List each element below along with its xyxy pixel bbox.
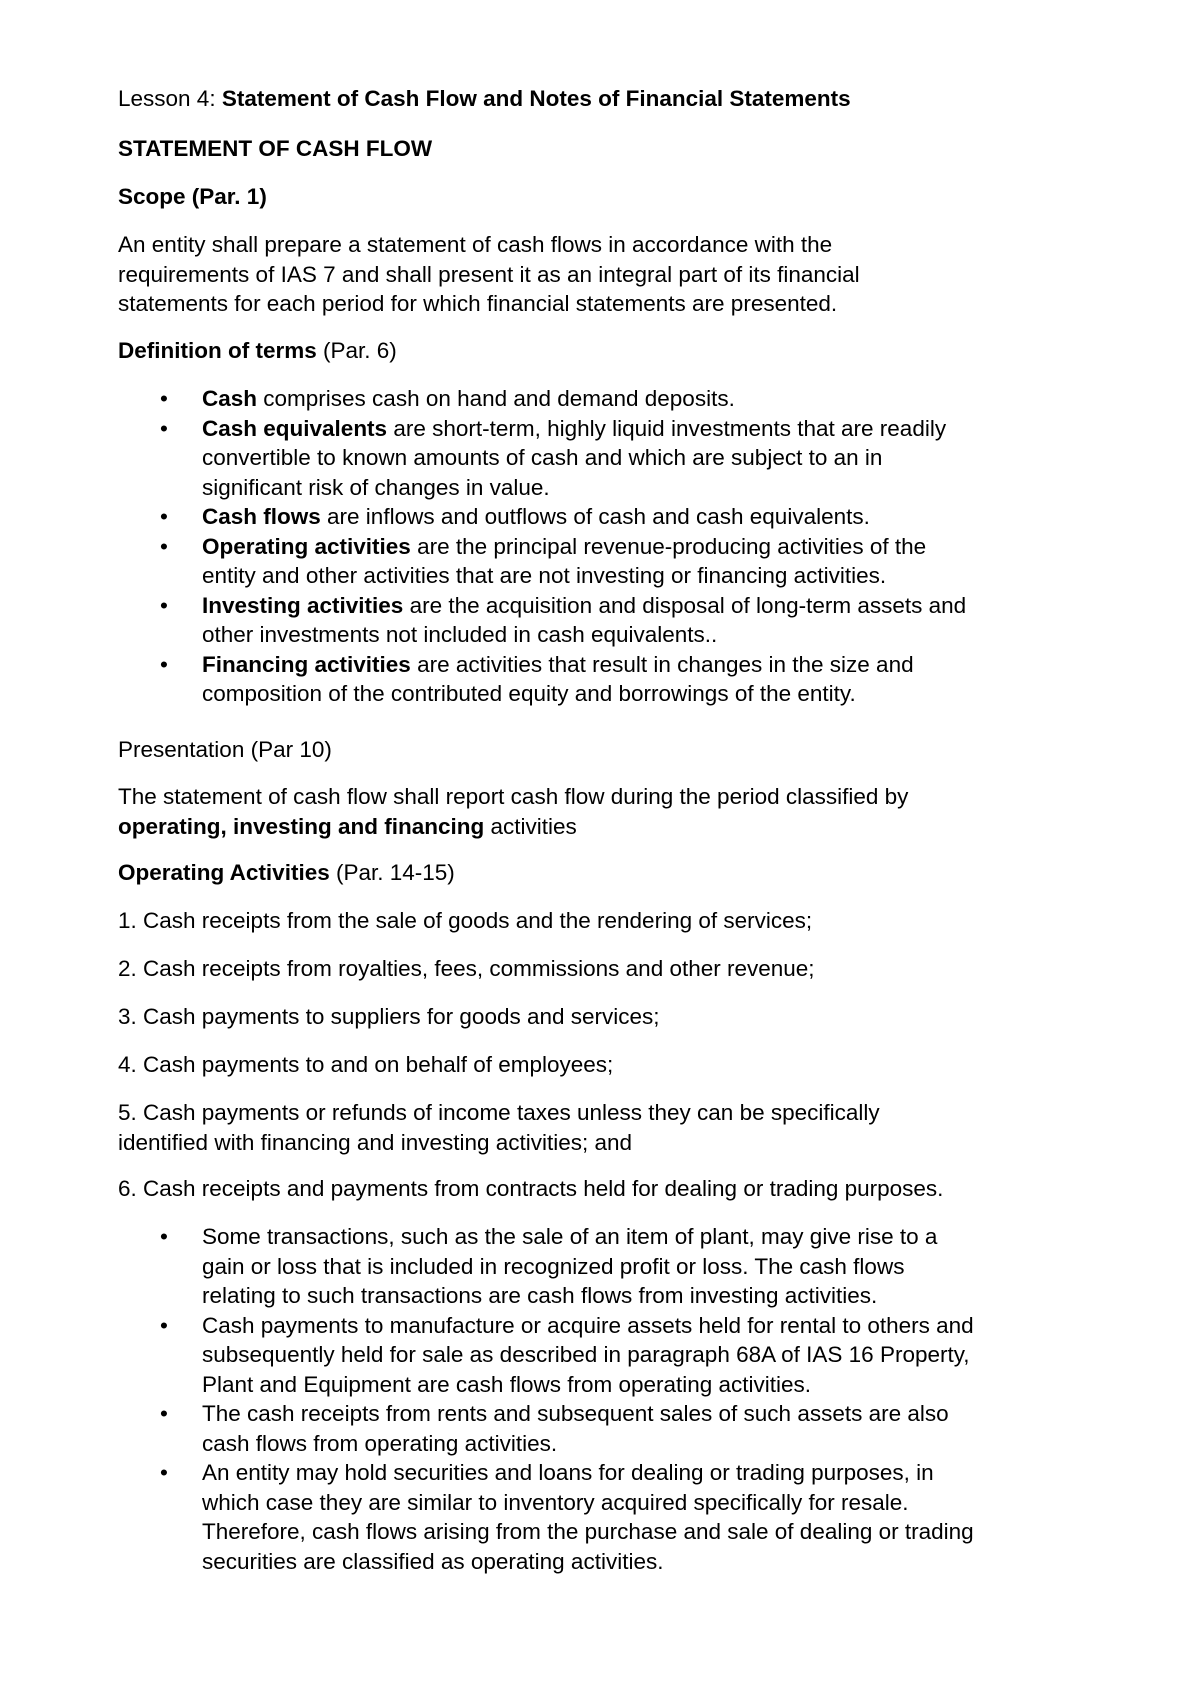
list-item: • Cash equivalents are short-term, highly liquid investments that are readily convertible to known amounts of cash and which are subject to an in significant risk of changes in value. — [160, 415, 947, 500]
list-item: • Cash payments to manufacture or acquire assets held for rental to others and subsequently held for sale as described in paragraph 68A of IAS 16 Property, Plant and Equipment are cash flows from operating activities. — [160, 1312, 974, 1397]
presentation-heading: Presentation (Par 10) — [118, 737, 332, 762]
notes-list — [118, 1222, 1098, 1576]
list-item: • Cash flows are inflows and outflows of cash and cash equivalents. — [160, 504, 870, 529]
operating-item-1: 1. Cash receipts from the sale of goods and the rendering of services; — [118, 908, 813, 933]
operating-item-3: 3. Cash payments to suppliers for goods and services; — [118, 1004, 660, 1029]
operating-item-6: 6. Cash receipts and payments from contracts held for dealing or trading purposes. — [118, 1176, 944, 1201]
lesson-title-text: Statement of Cash Flow and Notes of Financial Statements — [221, 86, 851, 111]
list-item: • Investing activities are the acquisition and disposal of long-term assets and other investments not included in cash equivalents.. — [160, 592, 967, 647]
list-item: • Some transactions, such as the sale of an item of plant, may give rise to a gain or loss that is included in recognized profit or loss. The cash flows relating to such transactions are cash flows from investing activities. — [160, 1224, 938, 1308]
list-item: • The cash receipts from rents and subsequent sales of such assets are also cash flows from operating activities. — [160, 1401, 949, 1456]
operating-item-5: 5. Cash payments or refunds of income taxes unless they can be specifically identified with financing and investing activities; and — [118, 1100, 880, 1155]
presentation-paragraph: The statement of cash flow shall report cash flow during the period classified by operating, investing and financing activities — [118, 784, 909, 839]
lesson-title — [118, 84, 1098, 114]
list-item: • Cash comprises cash on hand and demand deposits. — [160, 386, 735, 411]
list-item: • An entity may hold securities and loans for dealing or trading purposes, in which case they are similar to inventory acquired specifically for resale. Therefore, cash flows arising from the purchase and sale of dealing or trading securities are classified as operating activities. — [160, 1460, 974, 1574]
definition-heading: Definition of terms (Par. 6) — [118, 338, 397, 363]
scope-heading: Scope (Par. 1) — [118, 184, 267, 209]
list-item: • Operating activities are the principal revenue-producing activities of the entity and other activities that are not investing or financing activities. — [160, 533, 927, 588]
operating-item-4: 4. Cash payments to and on behalf of employees; — [118, 1052, 614, 1077]
lesson-prefix: Lesson 4: — [118, 86, 222, 111]
definitions-list — [118, 384, 1098, 709]
operating-item-2: 2. Cash receipts from royalties, fees, commissions and other revenue; — [118, 956, 815, 981]
scope-paragraph: An entity shall prepare a statement of cash flows in accordance with the requirements of IAS 7 and shall present it as an integral part of its financial statements for each period for which financial statements are presented. — [118, 232, 860, 316]
list-item: • Financing activities are activities that result in changes in the size and composition of the contributed equity and borrowings of the entity. — [160, 651, 914, 706]
operating-heading: Operating Activities (Par. 14-15) — [118, 860, 455, 885]
section-heading: STATEMENT OF CASH FLOW — [118, 136, 433, 161]
